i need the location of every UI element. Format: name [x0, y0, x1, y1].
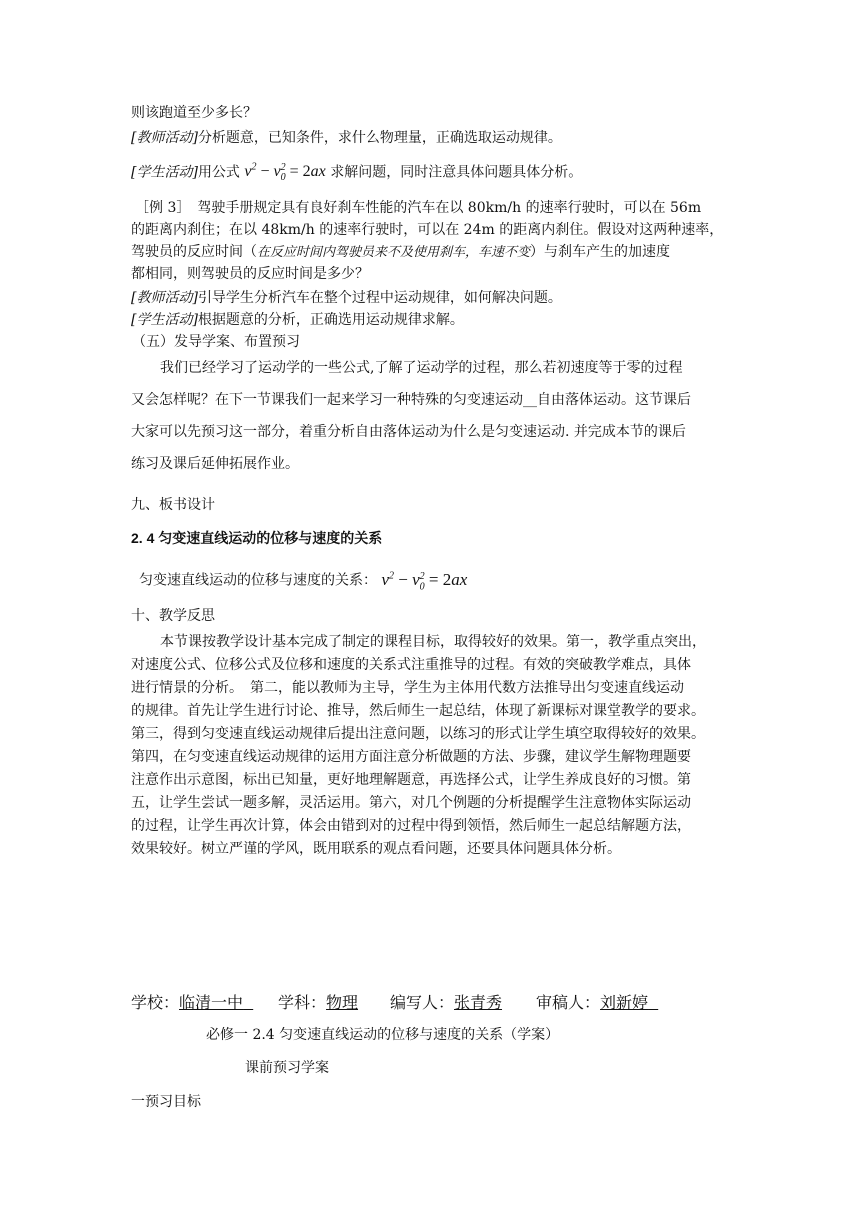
- question-line: 则该跑道至少多长？: [131, 105, 257, 121]
- example-3-line-2: 的距离内刹住；在以 48km/h 的速率行驶时，可以在 24m 的距离内刹住。假设对这两种速率，: [131, 222, 724, 238]
- section-9-heading: 九、板书设计: [131, 497, 215, 513]
- school-value: 临清一中: [179, 993, 244, 1012]
- board-title: 2. 4 匀变速直线运动的位移与速度的关系: [131, 530, 383, 546]
- author-field: 编写人：张青秀: [390, 993, 503, 1012]
- plan-subtitle: 课前预习学案: [245, 1060, 329, 1076]
- reflection-line: 注意作出示意图，标出已知量，更好地理解题意，再选择公式，让学生养成良好的习惯。第: [131, 772, 691, 788]
- teacher-activity-2: [教师活动]引导学生分析汽车在整个过程中运动规律，如何解决问题。: [131, 290, 562, 306]
- section-10-heading: 十、教学反思: [131, 608, 215, 624]
- reflection-line: 对速度公式、位移公式及位移和速度的关系式注重推导的过程。有效的突破教学难点，具体: [131, 657, 691, 673]
- formula-inline: $v^2 - v^2_0 = 2ax$: [244, 162, 326, 184]
- plan-title: 必修一 2.4 匀变速直线运动的位移与速度的关系（学案）: [206, 1027, 560, 1043]
- activity-text-end: 求解问题，同时注意具体问题具体分析。: [330, 164, 583, 181]
- board-relation: 匀变速直线运动的位移与速度的关系： $v^2 - v^2_0 = 2ax$: [139, 569, 468, 593]
- formula-board: $v^2 - v^2_0 = 2ax$: [381, 569, 468, 593]
- reviewer-value: 刘新婷: [600, 993, 649, 1012]
- plan-goal-heading: 一预习目标: [131, 1094, 201, 1110]
- example-3-line-1: ［例 3］ 驾驶手册规定具有良好刹车性能的汽车在以 80km/h 的速率行驶时，可以在 56m: [135, 200, 702, 216]
- reflection-line: 五，让学生尝试一题多解，灵活运用。第六，对几个例题的分析提醒学生注意物体实际运动: [131, 795, 691, 811]
- author-value: 张青秀: [454, 993, 503, 1012]
- subject-value: 物理: [326, 993, 359, 1012]
- paragraph-line: 又会怎样呢？在下一节课我们一起来学习一种特殊的匀变速运动__自由落体运动。这节课后: [131, 392, 691, 408]
- example-3-line-3: 驾驶员的反应时间（在反应时间内驾驶员来不及使用刹车，车速不变）与刹车产生的加速度: [131, 244, 671, 260]
- activity-text: 分析题意，已知条件，求什么物理量，正确选取运动规律。: [197, 130, 562, 146]
- reflection-line: 的规律。首先让学生进行讨论、推导，然后师生一起总结，体现了新课标对课堂教学的要求。: [131, 703, 705, 719]
- activity-tag: [学生活动]: [131, 164, 198, 181]
- paragraph-line: 练习及课后延伸拓展作业。: [131, 456, 299, 472]
- reflection-line: 效果较好。树立严谨的学风，既用联系的观点看问题，还要具体问题具体分析。: [131, 841, 621, 857]
- reviewer-field: 审稿人：刘新婷: [536, 993, 649, 1012]
- paragraph-line: 大家可以先预习这一部分，着重分析自由落体运动为什么是匀变速运动. 并完成本节的课后: [131, 424, 686, 440]
- paragraph-line: 我们已经学习了运动学的一些公式,了解了运动学的过程，那么若初速度等于零的过程: [160, 360, 683, 376]
- example-3-line-4: 都相同，则驾驶员的反应时间是多少？: [131, 266, 369, 282]
- student-activity-2: [学生活动]根据题意的分析，正确选用运动规律求解。: [131, 312, 464, 328]
- section-5-heading: （五）发导学案、布置预习: [132, 334, 300, 350]
- activity-text: 用公式: [197, 164, 240, 181]
- activity-tag: [教师活动]: [131, 130, 198, 146]
- reflection-line: 进行情景的分析。 第二，能以教师为主导，学生为主体用代数方法推导出匀变速直线运动: [131, 680, 684, 696]
- reflection-line: 的过程，让学生再次计算，体会由错到对的过程中得到领悟，然后师生一起总结解题方法，: [131, 818, 691, 834]
- student-activity-1: [131, 158, 582, 189]
- subject-field: 学科：物理: [278, 993, 359, 1012]
- reflection-line: 第四，在匀变速直线运动规律的运用方面注意分析做题的方法、步骤，建议学生解物理题要: [131, 749, 691, 765]
- reflection-line: 本节课按教学设计基本完成了制定的课程目标，取得较好的效果。第一，教学重点突出，: [160, 634, 706, 650]
- school-field: 学校：临清一中: [131, 993, 244, 1012]
- reflection-line: 第三，得到匀变速直线运动规律后提出注意问题，以练习的形式让学生填空取得较好的效果。: [131, 726, 705, 742]
- teacher-activity-1: [131, 128, 562, 148]
